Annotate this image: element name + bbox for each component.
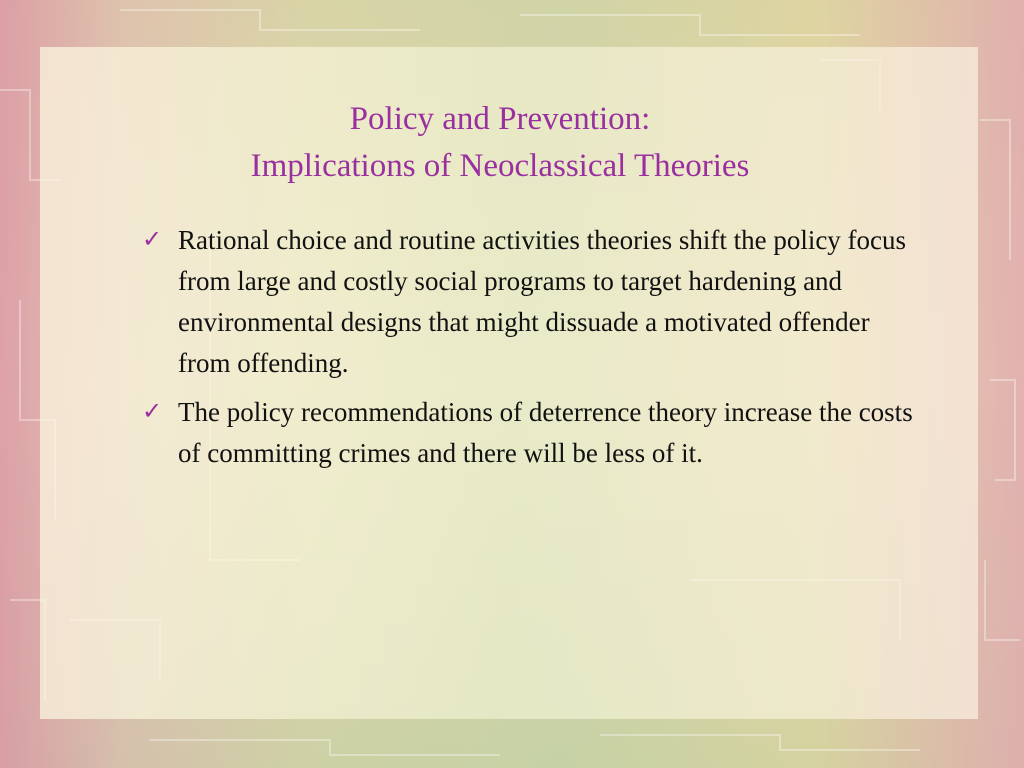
slide-title (0, 96, 1000, 190)
bullet-text: Rational choice and routine activities theories shift the policy focus from large and costly social programs to target hardening and environmental designs that might dissuade a motivated offender from offending. (178, 225, 907, 378)
bullet-text: The policy recommendations of deterrence theory increase the costs of committing crimes and there will be less of it. (178, 397, 913, 468)
bullet-item (140, 392, 920, 474)
slide-title-line-1: Policy and Prevention: (349, 101, 651, 137)
check-icon: ✓ (142, 399, 163, 425)
bullet-item (140, 220, 920, 384)
slide-title-line-2: Implications of Neoclassical Theories (250, 148, 750, 184)
bullet-list (140, 220, 920, 482)
check-icon: ✓ (142, 227, 163, 253)
